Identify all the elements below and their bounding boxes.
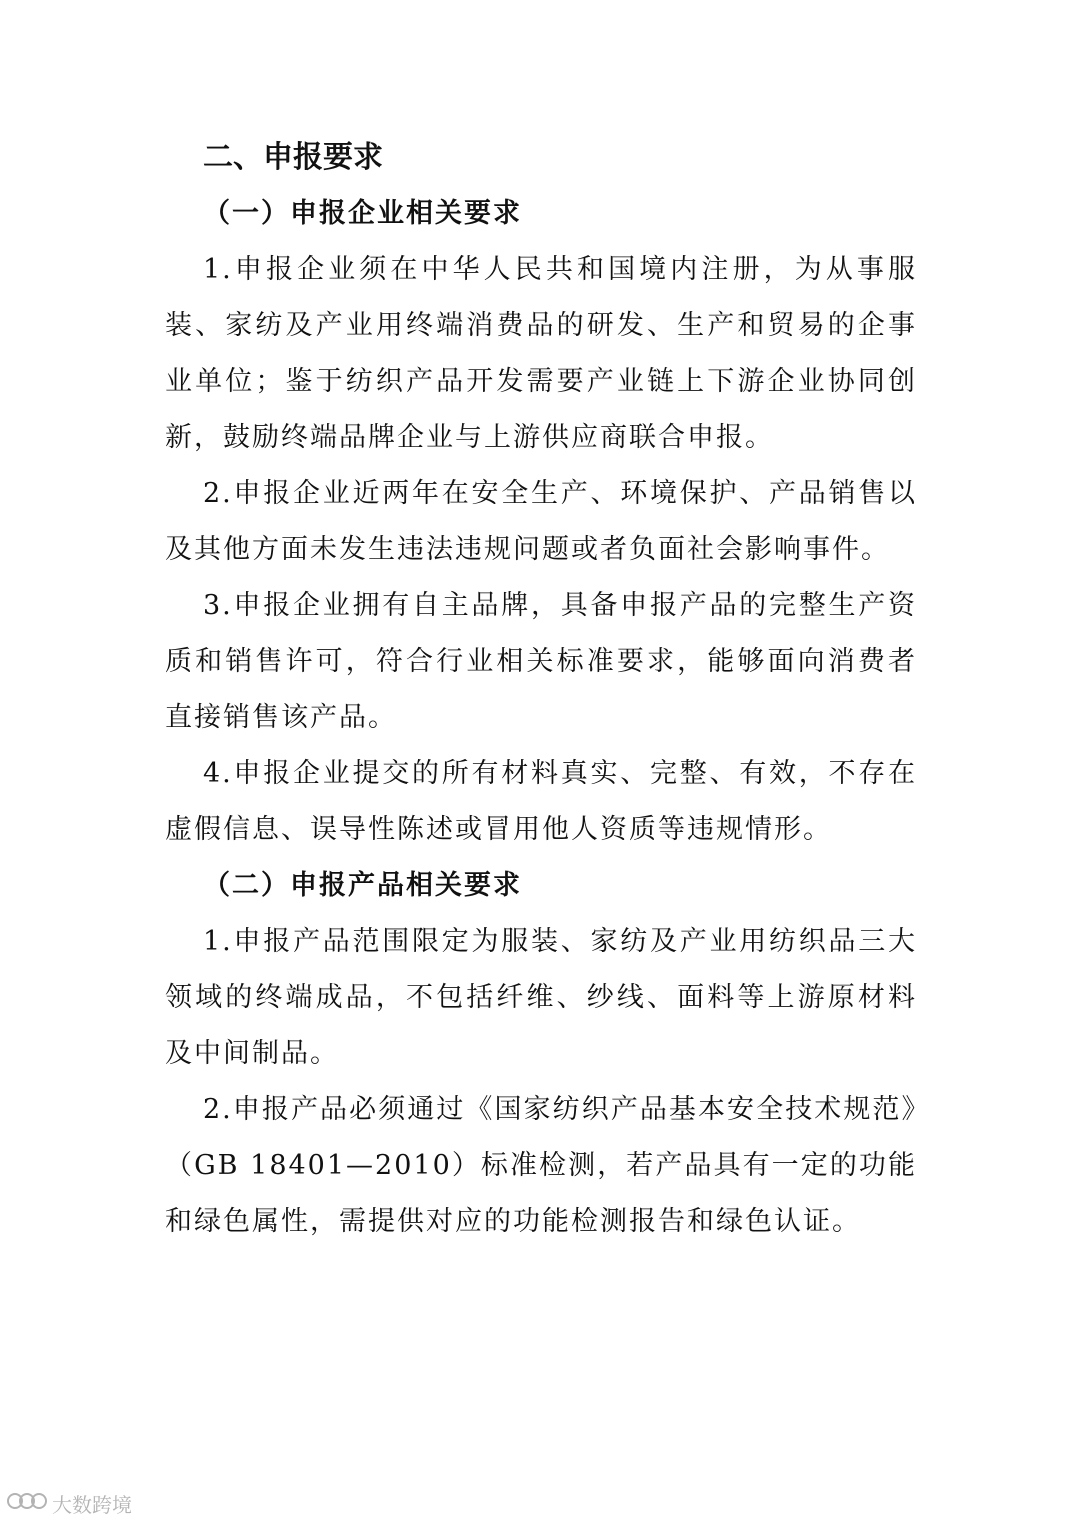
brand-logo-icon — [6, 1490, 48, 1517]
section-heading: 二、申报要求 — [203, 140, 383, 175]
paragraph: 2.申报企业近两年在安全生产、环境保护、产品销售以及其他方面未发生违法违规问题或者负面社会影响事件。 — [165, 478, 917, 565]
subsection-title-enterprise: （一）申报企业相关要求 — [203, 198, 522, 229]
paragraph: 1.申报产品范围限定为服装、家纺及产业用纺织品三大领域的终端成品，不包括纤维、纱线、面料等上游原材料及中间制品。 — [165, 926, 917, 1069]
document-content — [165, 130, 917, 1250]
paragraph: 2.申报产品必须通过《国家纺织产品基本安全技术规范》（GB 18401—2010）标准检测，若产品具有一定的功能和绿色属性，需提供对应的功能检测报告和绿色认证。 — [165, 1094, 917, 1237]
paragraph: 1.申报企业须在中华人民共和国境内注册，为从事服装、家纺及产业用终端消费品的研发、生产和贸易的企事业单位；鉴于纺织产品开发需要产业链上下游企业协同创新，鼓励终端品牌企业与上游供应商联合申报。 — [165, 254, 917, 453]
paragraph: 3.申报企业拥有自主品牌，具备申报产品的完整生产资质和销售许可，符合行业相关标准要求，能够面向消费者直接销售该产品。 — [165, 590, 917, 733]
watermark — [6, 1489, 132, 1518]
watermark-text: 大数跨境 — [52, 1493, 132, 1517]
subsection-title-product: （二）申报产品相关要求 — [203, 870, 522, 901]
paragraph: 4.申报企业提交的所有材料真实、完整、有效，不存在虚假信息、误导性陈述或冒用他人资质等违规情形。 — [165, 758, 917, 845]
